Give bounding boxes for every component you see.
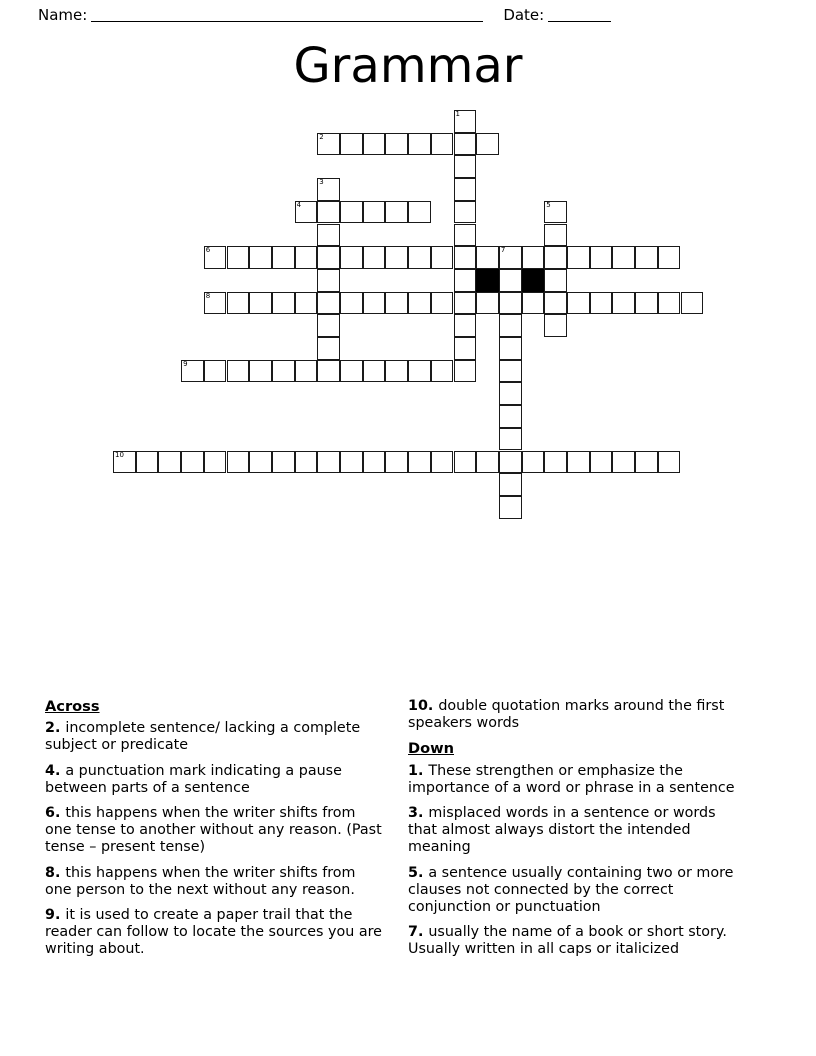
grid-cell[interactable]: [340, 360, 363, 383]
clue-across-8: [45, 865, 385, 899]
clue-text: a punctuation mark indicating a pause between parts of a sentence: [45, 762, 342, 796]
grid-cell[interactable]: [340, 201, 363, 224]
grid-cell[interactable]: [612, 451, 635, 474]
clue-number: 3.: [408, 805, 429, 822]
grid-cell[interactable]: [499, 382, 522, 405]
grid-cell[interactable]: [681, 292, 704, 315]
clue-number: 4.: [45, 762, 66, 779]
grid-cell[interactable]: [272, 292, 295, 315]
grid-cell[interactable]: [431, 360, 454, 383]
grid-cell[interactable]: [522, 246, 545, 269]
across-heading: Across: [45, 698, 100, 715]
grid-cell[interactable]: [113, 451, 136, 474]
grid-cell[interactable]: [363, 451, 386, 474]
grid-cell[interactable]: [272, 360, 295, 383]
grid-cell[interactable]: [363, 292, 386, 315]
grid-cell[interactable]: [454, 269, 477, 292]
grid-cell[interactable]: [431, 133, 454, 156]
grid-cell[interactable]: [204, 246, 227, 269]
clue-down-1: [408, 763, 748, 797]
grid-cell[interactable]: [635, 292, 658, 315]
grid-cell[interactable]: [522, 451, 545, 474]
clue-text: misplaced words in a sentence or words that almost always distort the intended meaning: [408, 805, 716, 856]
grid-cell[interactable]: [499, 269, 522, 292]
grid-cell[interactable]: [544, 269, 567, 292]
grid-cell[interactable]: [454, 314, 477, 337]
clue-number: 5.: [408, 864, 429, 881]
clue-text: this happens when the writer shifts from one person to the next without any reason.: [45, 864, 356, 898]
down-heading: Down: [408, 740, 455, 758]
grid-cell[interactable]: [544, 201, 567, 224]
grid-cell[interactable]: [385, 133, 408, 156]
grid-cell[interactable]: [590, 451, 613, 474]
grid-cell[interactable]: [363, 133, 386, 156]
grid-cell[interactable]: [363, 360, 386, 383]
grid-cell[interactable]: [476, 451, 499, 474]
grid-cell[interactable]: [204, 360, 227, 383]
grid-cell[interactable]: [249, 360, 272, 383]
grid-cell[interactable]: [340, 133, 363, 156]
grid-cell[interactable]: [499, 337, 522, 360]
grid-cell[interactable]: [408, 451, 431, 474]
grid-cell[interactable]: [454, 337, 477, 360]
clues-column-right: [408, 698, 748, 967]
clue-across-6: [45, 805, 385, 857]
grid-cell[interactable]: [295, 246, 318, 269]
grid-cell[interactable]: [454, 224, 477, 247]
grid-cell[interactable]: [454, 360, 477, 383]
grid-cell[interactable]: [454, 246, 477, 269]
grid-cell[interactable]: [340, 246, 363, 269]
grid-cell[interactable]: [317, 314, 340, 337]
grid-cell[interactable]: [295, 292, 318, 315]
grid-cell-number: 1: [455, 110, 460, 118]
grid-cell-number: 10: [115, 450, 124, 459]
grid-cell[interactable]: [317, 337, 340, 360]
grid-cell[interactable]: [363, 201, 386, 224]
grid-cell[interactable]: [658, 246, 681, 269]
grid-cell-number: 4: [296, 200, 302, 209]
grid-cell[interactable]: [454, 133, 477, 156]
clue-text: a sentence usually containing two or more clauses not connected by the correct conjunction or punctuation: [408, 864, 734, 916]
clue-text: usually the name of a book or short story. Usually written in all caps or italicized: [408, 924, 727, 958]
date-label: Date:: [503, 6, 545, 24]
grid-cell[interactable]: [454, 110, 477, 133]
grid-cell[interactable]: [317, 201, 340, 224]
grid-cell-number: 6: [205, 246, 211, 255]
grid-cell-number: 7: [500, 246, 506, 255]
grid-cell[interactable]: [408, 133, 431, 156]
grid-cell[interactable]: [567, 246, 590, 269]
clue-number: 9.: [45, 907, 66, 924]
clue-number: 8.: [45, 864, 66, 881]
grid-cell[interactable]: [249, 292, 272, 315]
grid-cell[interactable]: [544, 451, 567, 474]
grid-cell[interactable]: [431, 246, 454, 269]
grid-cell[interactable]: [635, 451, 658, 474]
grid-cell-number: 5: [546, 200, 551, 209]
clue-number: 2.: [45, 720, 66, 737]
clue-text: These strengthen or emphasize the importance of a word or phrase in a sentence: [408, 762, 735, 796]
grid-cell[interactable]: [408, 246, 431, 269]
grid-cell[interactable]: [385, 246, 408, 269]
grid-cell[interactable]: [249, 246, 272, 269]
grid-cell[interactable]: [181, 451, 204, 474]
grid-cell[interactable]: [272, 246, 295, 269]
grid-cell-number: 8: [205, 291, 211, 300]
grid-cell[interactable]: [499, 292, 522, 315]
grid-cell[interactable]: [408, 201, 431, 224]
grid-cell[interactable]: [544, 292, 567, 315]
grid-cell[interactable]: [227, 292, 250, 315]
clue-number: 7.: [408, 924, 429, 941]
clue-down-5: [408, 865, 748, 917]
grid-cell[interactable]: [499, 428, 522, 451]
grid-cell[interactable]: [363, 246, 386, 269]
grid-cell[interactable]: [431, 292, 454, 315]
name-label: Name:: [38, 6, 88, 24]
grid-cell[interactable]: [431, 451, 454, 474]
grid-cell-number: 9: [183, 359, 188, 368]
clue-number: 10.: [408, 698, 439, 714]
grid-cell[interactable]: [567, 451, 590, 474]
grid-cell[interactable]: [227, 246, 250, 269]
grid-cell[interactable]: [340, 451, 363, 474]
grid-cell[interactable]: [454, 201, 477, 224]
grid-cell[interactable]: [317, 292, 340, 315]
grid-cell[interactable]: [408, 292, 431, 315]
grid-cell[interactable]: [227, 451, 250, 474]
grid-cell[interactable]: [181, 360, 204, 383]
page-title: Grammar: [293, 38, 523, 94]
grid-cell[interactable]: [204, 292, 227, 315]
grid-cell[interactable]: [408, 360, 431, 383]
clue-text: it is used to create a paper trail that the reader can follow to locate the sources you are writing about.: [45, 907, 382, 958]
grid-cell[interactable]: [317, 133, 340, 156]
grid-cell[interactable]: [476, 292, 499, 315]
grid-cell[interactable]: [136, 451, 159, 474]
grid-cell[interactable]: [590, 246, 613, 269]
grid-cell[interactable]: [544, 224, 567, 247]
clue-text: incomplete sentence/ lacking a complete subject or predicate: [45, 720, 361, 754]
grid-cell[interactable]: [317, 269, 340, 292]
grid-cell[interactable]: [454, 451, 477, 474]
grid-cell[interactable]: [658, 292, 681, 315]
grid-cell[interactable]: [499, 360, 522, 383]
clue-text: this happens when the writer shifts from one tense to another without any reason. (Past tense – present tense): [45, 805, 382, 856]
grid-cell[interactable]: [499, 451, 522, 474]
grid-cell[interactable]: [499, 314, 522, 337]
grid-cell[interactable]: [295, 451, 318, 474]
grid-cell[interactable]: [544, 246, 567, 269]
clue-across-4: [45, 763, 385, 797]
grid-cell[interactable]: [567, 292, 590, 315]
clue-number: 1.: [408, 762, 429, 779]
grid-cell[interactable]: [204, 451, 227, 474]
grid-cell[interactable]: [385, 360, 408, 383]
grid-cell[interactable]: [317, 451, 340, 474]
grid-cell[interactable]: [295, 201, 318, 224]
grid-cell[interactable]: [227, 360, 250, 383]
grid-cell[interactable]: [295, 360, 318, 383]
grid-cell[interactable]: [317, 178, 340, 201]
grid-cell-block: [522, 269, 545, 292]
grid-cell[interactable]: [158, 451, 181, 474]
grid-cell[interactable]: [499, 473, 522, 496]
clue-number: 6.: [45, 805, 66, 822]
grid-cell[interactable]: [340, 292, 363, 315]
grid-cell[interactable]: [317, 360, 340, 383]
grid-cell[interactable]: [635, 246, 658, 269]
grid-cell-number: 2: [319, 132, 324, 141]
grid-cell[interactable]: [454, 155, 477, 178]
clue-down-3: [408, 805, 748, 857]
clue-across-9: [45, 907, 385, 959]
grid-cell-number: 3: [319, 178, 324, 187]
clue-text: double quotation marks around the first speakers words: [408, 698, 725, 732]
grid-cell[interactable]: [476, 133, 499, 156]
grid-cell[interactable]: [590, 292, 613, 315]
grid-cell[interactable]: [317, 246, 340, 269]
grid-cell[interactable]: [385, 451, 408, 474]
grid-cell[interactable]: [522, 292, 545, 315]
clue-across-10: [408, 698, 748, 732]
grid-cell[interactable]: [476, 246, 499, 269]
grid-cell[interactable]: [499, 246, 522, 269]
grid-cell[interactable]: [612, 292, 635, 315]
clue-across-2: [45, 720, 385, 754]
grid-cell[interactable]: [454, 178, 477, 201]
grid-cell[interactable]: [385, 292, 408, 315]
grid-cell[interactable]: [272, 451, 295, 474]
grid-cell[interactable]: [499, 496, 522, 519]
grid-cell[interactable]: [385, 201, 408, 224]
grid-cell[interactable]: [658, 451, 681, 474]
grid-cell[interactable]: [612, 246, 635, 269]
grid-cell[interactable]: [544, 314, 567, 337]
clues-column-left: [45, 698, 385, 967]
clue-down-7: [408, 924, 748, 958]
grid-cell[interactable]: [454, 292, 477, 315]
grid-cell[interactable]: [249, 451, 272, 474]
grid-cell[interactable]: [317, 224, 340, 247]
grid-cell-block: [476, 269, 499, 292]
clues-section: [0, 698, 816, 998]
grid-cell[interactable]: [499, 405, 522, 428]
